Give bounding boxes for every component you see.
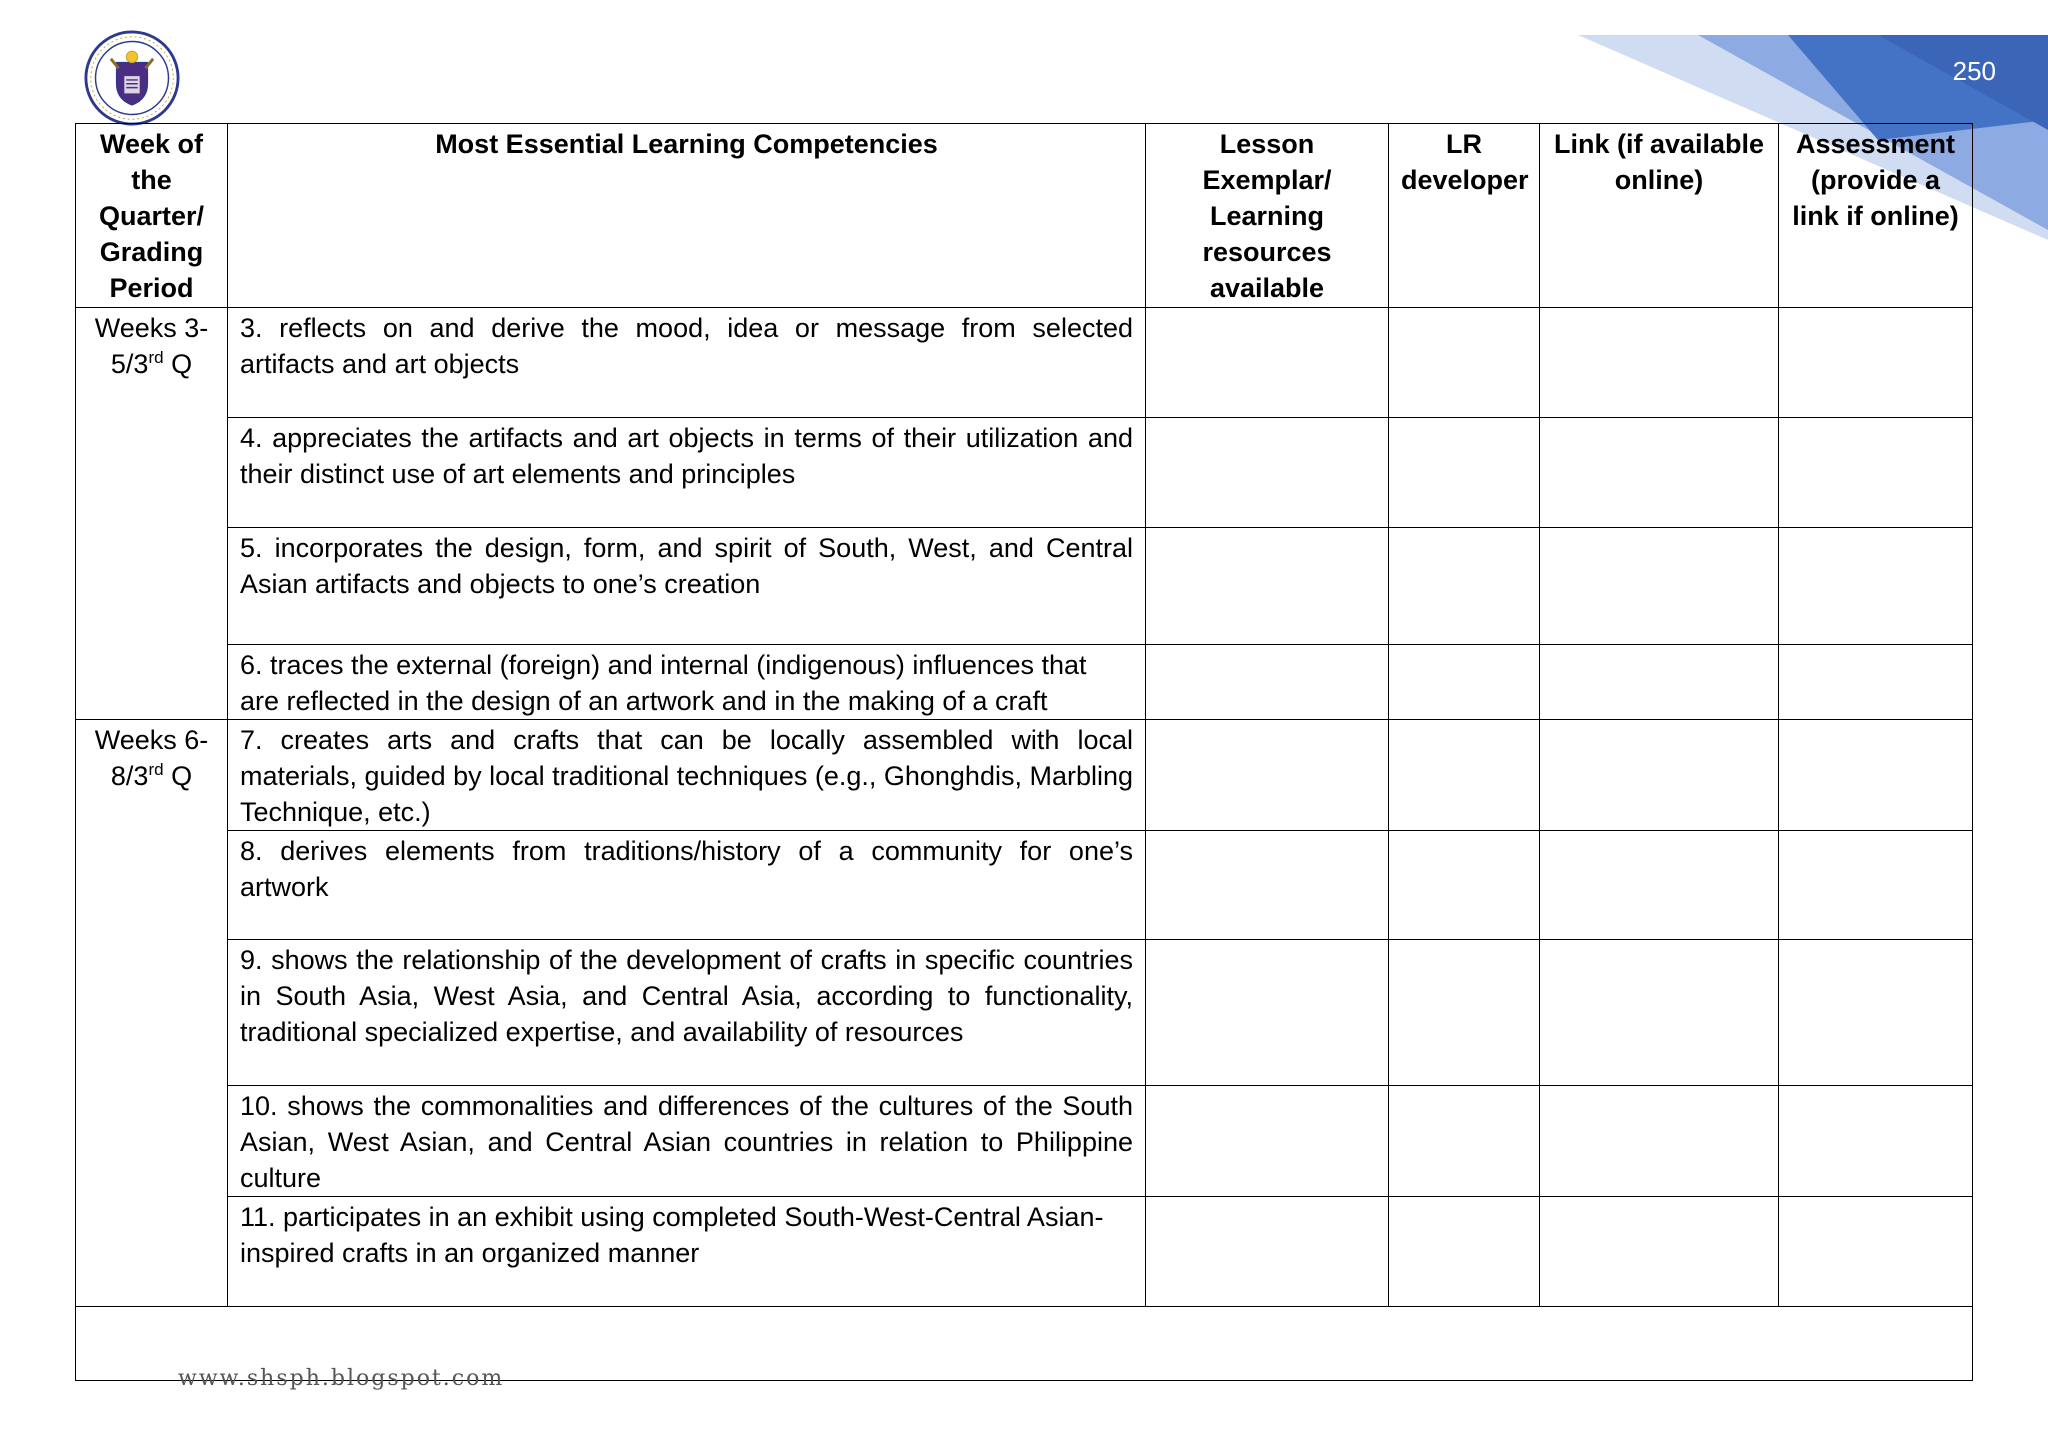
empty-cell [1779,1086,1973,1197]
empty-cell [1779,940,1973,1086]
competency-cell: 6. traces the external (foreign) and internal (indigenous) influences that are reflected in the design of an artwork and in the making of a craft [228,645,1146,720]
empty-cell [1779,831,1973,940]
week-cell: Weeks 3-5/3rd Q [76,308,228,720]
empty-cell [1389,1086,1540,1197]
empty-cell [1146,308,1389,418]
empty-cell [1540,940,1779,1086]
empty-cell [1389,720,1540,831]
empty-cell [1389,645,1540,720]
empty-cell [1146,1086,1389,1197]
empty-cell [1389,418,1540,528]
empty-cell [1146,720,1389,831]
header-assessment: Assessment (provide a link if online) [1779,124,1973,308]
melc-table [75,123,1973,1381]
empty-cell [1540,418,1779,528]
header-row [76,124,1973,308]
table-row [76,940,1973,1086]
empty-cell [1540,831,1779,940]
empty-cell [1779,1197,1973,1307]
competency-cell: 10. shows the commonalities and differences of the cultures of the South Asian, West Asian, and Central Asian countries in relation to Philippine culture [228,1086,1146,1197]
table-row [76,1197,1973,1307]
empty-cell [1540,1197,1779,1307]
empty-cell [1540,720,1779,831]
empty-cell [1389,528,1540,645]
empty-cell [1540,308,1779,418]
empty-cell [1779,720,1973,831]
header-lr-developer: LR developer [1389,124,1540,308]
table-row [76,308,1973,418]
empty-cell [1779,308,1973,418]
table-row [76,1086,1973,1197]
table-row [76,720,1973,831]
competency-cell: 7. creates arts and crafts that can be locally assembled with local materials, guided by local traditional techniques (e.g., Ghonghdis, Marbling Technique, etc.) [228,720,1146,831]
page-number: 250 [1952,56,1996,86]
empty-cell [1779,418,1973,528]
empty-cell [1146,645,1389,720]
empty-cell [1540,528,1779,645]
empty-cell [1389,940,1540,1086]
empty-cell [1146,940,1389,1086]
table-row [76,528,1973,645]
competency-cell: 9. shows the relationship of the development of crafts in specific countries in South Asia, West Asia, and Central Asia, according to functionality, traditional specialized expertise, and availability of resources [228,940,1146,1086]
header-lesson-exemplar: Lesson Exemplar/ Learning resources available [1146,124,1389,308]
empty-cell [1540,645,1779,720]
competency-cell: 11. participates in an exhibit using completed South-West-Central Asian-inspired crafts in an organized manner [228,1197,1146,1307]
empty-cell [1779,645,1973,720]
empty-cell [1389,831,1540,940]
watermark: www.shsph.blogspot.com [178,1366,505,1391]
empty-cell [1146,831,1389,940]
competency-cell: 5. incorporates the design, form, and spirit of South, West, and Central Asian artifacts and objects to one’s creation [228,528,1146,645]
header-week: Week of the Quarter/ Grading Period [76,124,228,308]
empty-cell [1389,1197,1540,1307]
empty-cell [1146,1197,1389,1307]
empty-cell [1146,418,1389,528]
empty-cell [1146,528,1389,645]
table-row [76,418,1973,528]
header-competencies: Most Essential Learning Competencies [228,124,1146,308]
empty-cell [1540,1086,1779,1197]
competency-cell: 3. reflects on and derive the mood, idea or message from selected artifacts and art objects [228,308,1146,418]
empty-cell [1779,528,1973,645]
competency-cell: 4. appreciates the artifacts and art objects in terms of their utilization and their distinct use of art elements and principles [228,418,1146,528]
competency-cell: 8. derives elements from traditions/history of a community for one’s artwork [228,831,1146,940]
deped-seal-icon [84,30,180,126]
week-cell: Weeks 6-8/3rd Q [76,720,228,1307]
table-row [76,645,1973,720]
table-row [76,831,1973,940]
header-link: Link (if available online) [1540,124,1779,308]
empty-cell [1389,308,1540,418]
